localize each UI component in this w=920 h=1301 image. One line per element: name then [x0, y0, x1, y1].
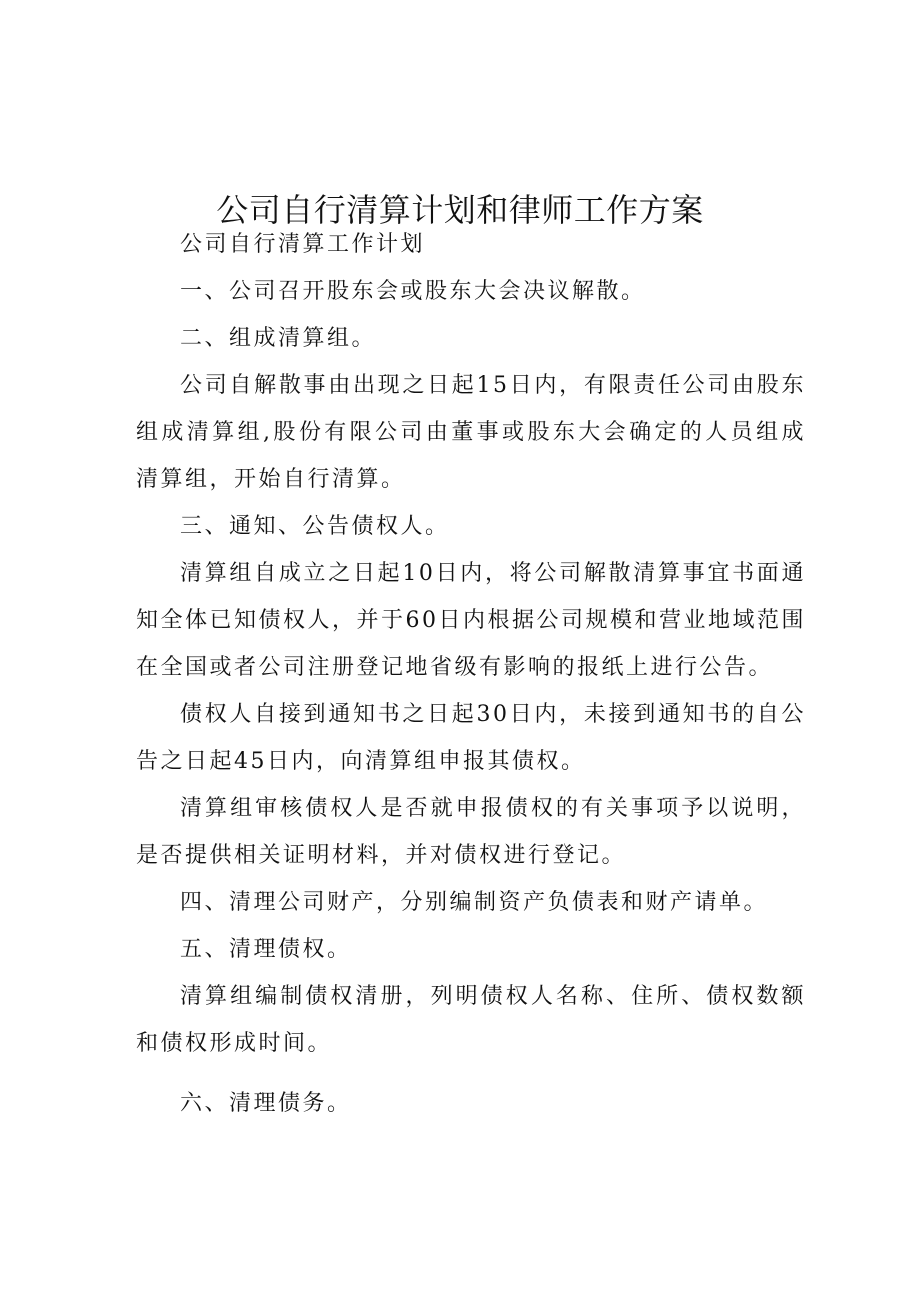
paragraph-step-1: 一、公司召开股东会或股东大会决议解散。	[180, 279, 646, 304]
paragraph-step-6: 六、清理债务。	[180, 1091, 352, 1116]
document-title: 公司自行清算计划和律师工作方案	[216, 191, 704, 230]
paragraph-step-3-notice: 清算组自成立之日起10日内，将公司解散清算事宜书面通知全体已知债权人，并于60日内根据公司规模和营业地域范围在全国或者公司注册登记地省级有影响的报纸上进行公告。	[136, 561, 806, 680]
paragraph-step-3: 三、通知、公告债权人。	[180, 514, 450, 539]
paragraph-step-2: 二、组成清算组。	[180, 326, 377, 351]
paragraph-step-4: 四、清理公司财产，分别编制资产负债表和财产请单。	[180, 890, 769, 915]
paragraph-step-3-review: 清算组审核债权人是否就申报债权的有关事项予以说明，是否提供相关证明材料，并对债权进行登记。	[136, 796, 806, 868]
paragraph-step-5-detail: 清算组编制债权清册，列明债权人名称、住所、债权数额和债权形成时间。	[136, 984, 806, 1056]
paragraph-step-5: 五、清理债权。	[180, 937, 352, 962]
paragraph-step-2-detail: 公司自解散事由出现之日起15日内，有限责任公司由股东组成清算组,股份有限公司由董事或股东大会确定的人员组成清算组，开始自行清算。	[136, 373, 806, 492]
document-body	[136, 221, 806, 1127]
paragraph-step-3-claims: 债权人自接到通知书之日起30日内，未接到通知书的自公告之日起45日内，向清算组申报其债权。	[136, 702, 806, 774]
paragraph-plan-heading: 公司自行清算工作计划	[180, 232, 426, 257]
